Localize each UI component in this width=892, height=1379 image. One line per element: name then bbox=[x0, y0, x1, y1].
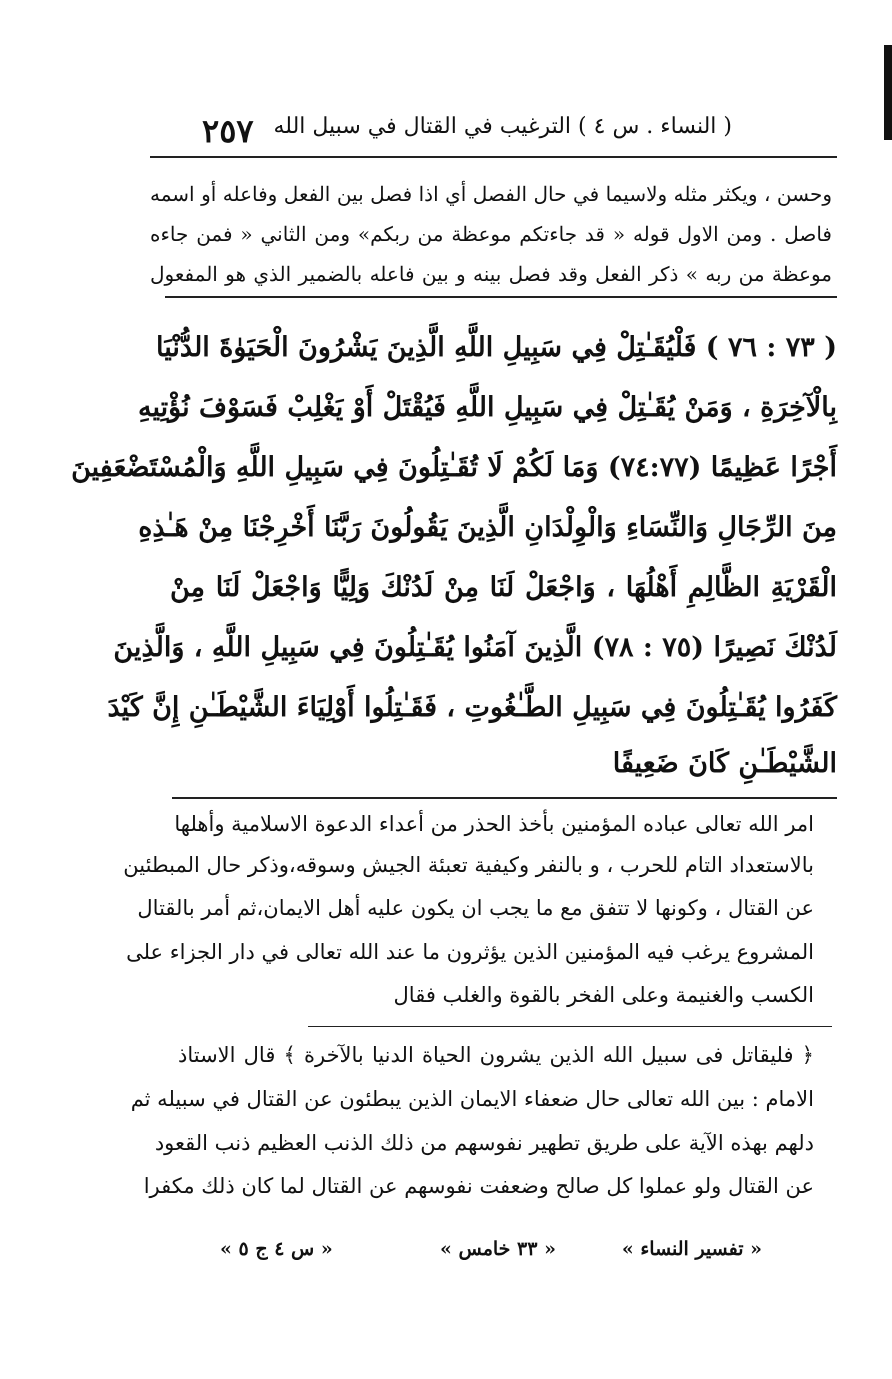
commentary-line: الامام : بين الله تعالى حال ضعفاء الايمان الذين يبطئون عن القتال في سبيله ثم bbox=[130, 1087, 814, 1111]
summary-line: بالاستعداد التام للحرب ، و بالنفر وكيفية تعبئة الجيش وسوقه،وذكر حال المبطئين bbox=[123, 853, 814, 877]
page-header bbox=[190, 110, 732, 150]
verse-top-rule bbox=[165, 296, 837, 298]
scan-edge-mark bbox=[884, 45, 892, 140]
intro-line: وحسن ، ويكثر مثله ولاسيما في حال الفصل أي اذا فصل بين الفعل وفاعله أو اسمه bbox=[150, 182, 832, 206]
verse-line: ( ٧٣ : ٧٦ ) فَلْيُقَـٰتِلْ فِي سَبِيلِ اللَّهِ الَّذِينَ يَشْرُونَ الْحَيَوٰةَ الدُّنْيَا bbox=[156, 332, 837, 363]
verse-line: بِالْآخِرَةِ ، وَمَنْ يُقَـٰتِلْ فِي سَبِيلِ اللَّهِ فَيُقْتَلْ أَوْ يَغْلِبْ فَسَوْفَ نُؤْتِيهِ bbox=[137, 392, 837, 423]
page-title: ( النساء . س ٤ ) الترغيب في القتال في سبيل الله bbox=[273, 114, 732, 139]
footer-volume: « س ٤ ج ٥ » bbox=[220, 1238, 333, 1260]
verse-line: مِنَ الرِّجَالِ وَالنِّسَاءِ وَالْوِلْدَانِ الَّذِينَ يَقُولُونَ رَبَّنَا أَخْرِجْنَا مِنْ هَـٰذِهِ bbox=[138, 512, 837, 543]
page-footer bbox=[220, 1238, 762, 1272]
commentary-line: ﴿ فليقاتل فى سبيل الله الذين يشرون الحياة الدنيا بالآخرة ﴾ قال الاستاذ bbox=[178, 1043, 814, 1067]
verse-line: أَجْرًا عَظِيمًا (٧٤:٧٧) وَمَا لَكُمْ لَا تُقَـٰتِلُونَ فِي سَبِيلِ اللَّهِ وَالْمُسْتَضْعَفِينَ bbox=[71, 452, 837, 483]
summary-line: عن القتال ، وكونها لا تتفق مع ما يجب ان يكون عليه أهل الايمان،ثم أمر بالقتال bbox=[137, 896, 814, 920]
commentary-line: عن القتال ولو عملوا كل صالح وضعفت نفوسهم عن القتال لما كان ذلك مكفرا bbox=[143, 1174, 814, 1198]
commentary-line: دلهم بهذه الآية على طريق تطهير نفوسهم من ذلك الذنب العظيم ذنب القعود bbox=[154, 1131, 814, 1155]
summary-line: الكسب والغنيمة وعلى الفخر بالقوة والغلب فقال bbox=[393, 983, 814, 1007]
summary-line: امر الله تعالى عباده المؤمنين بأخذ الحذر من أعداء الدعوة الاسلامية وأهلها bbox=[174, 812, 814, 836]
verse-line: الشَّيْطَـٰنِ كَانَ ضَعِيفًا bbox=[612, 748, 837, 779]
section-rule bbox=[308, 1026, 832, 1027]
verse-line: الْقَرْيَةِ الظَّالِمِ أَهْلُهَا ، وَاجْعَلْ لَنَا مِنْ لَدُنْكَ وَلِيًّا وَاجْعَلْ لَنَا مِنْ bbox=[170, 572, 837, 603]
page-number: ٢٥٧ bbox=[202, 112, 254, 150]
header-rule bbox=[150, 156, 837, 158]
summary-line: المشروع يرغب فيه المؤمنين الذين يؤثرون ما عند الله تعالى في دار الجزاء على bbox=[126, 940, 814, 964]
verse-bottom-rule bbox=[172, 797, 837, 799]
verse-line: كَفَرُوا يُقَـٰتِلُونَ فِي سَبِيلِ الطَّـٰغُوتِ ، فَقَـٰتِلُوا أَوْلِيَاءَ الشَّيْطَـٰنِ إِنَّ كَيْدَ bbox=[107, 692, 837, 723]
intro-line: موعظة من ربه » ذكر الفعل وقد فصل بينه و بين فاعله بالضمير الذي هو المفعول bbox=[150, 262, 832, 286]
intro-line: فاصل . ومن الاول قوله « قد جاءتكم موعظة من ربكم» ومن الثاني « فمن جاءه bbox=[150, 222, 832, 246]
footer-signature: « ٣٣ خامس » bbox=[440, 1238, 556, 1260]
verse-line: لَدُنْكَ نَصِيرًا (٧٥ : ٧٨) الَّذِينَ آمَنُوا يُقَـٰتِلُونَ فِي سَبِيلِ اللَّهِ ، وَالَّذِينَ bbox=[113, 632, 837, 663]
footer-book-title: « تفسير النساء » bbox=[621, 1238, 762, 1260]
